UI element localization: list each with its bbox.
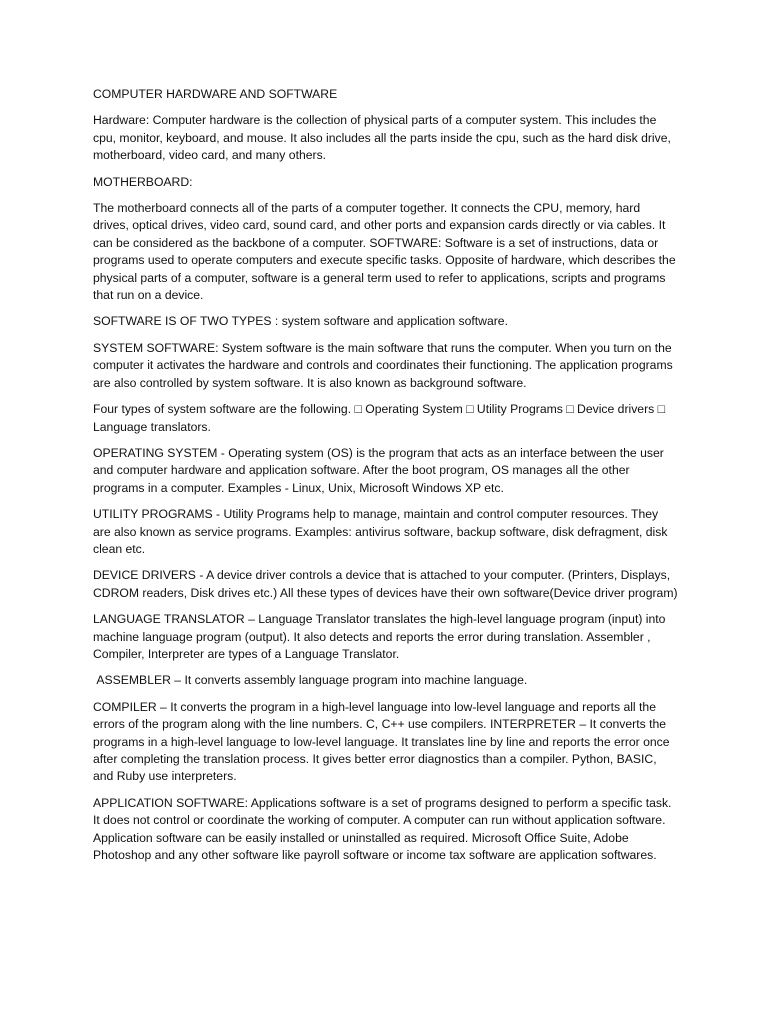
- paragraph-system-software: SYSTEM SOFTWARE: System software is the main software that runs the computer. When you turn on the computer it activates the hardware and controls and coordinates their functioning. The application programs are also controlled by system software. It is also known as background software.: [93, 340, 673, 390]
- paragraph-assembler: ASSEMBLER – It converts assembly language program into machine language.: [93, 673, 528, 688]
- paragraph-language-translator: LANGUAGE TRANSLATOR – Language Translator translates the high-level language program (input) into machine language program (output). It also detects and reports the error during translation. Assembler , Compiler, Interpreter are types of a Language Translator.: [93, 612, 666, 661]
- heading-motherboard: MOTHERBOARD:: [93, 174, 193, 189]
- paragraph-operating-system: OPERATING SYSTEM - Operating system (OS) is the program that acts as an interface between the user and computer hardware and application software. After the boot program, OS manages all the other programs in a computer. Examples - Linux, Unix, Microsoft Windows XP etc.: [93, 445, 664, 495]
- paragraph-hardware: Hardware: Computer hardware is the collection of physical parts of a computer system. This includes the cpu, monitor, keyboard, and mouse. It also includes all the parts inside the cpu, such as the hard disk drive, motherboard, video card, and many others.: [93, 113, 671, 163]
- paragraph-application-software: APPLICATION SOFTWARE: Applications software is a set of programs designed to perform a specific task. It does not control or coordinate the working of computer. A computer can run without application software. Application software can be easily installed or uninstalled as required. Microsoft Office Suite, Adobe Photoshop and any other software like payroll software or income tax software are application softwares.: [93, 795, 672, 863]
- paragraph-system-software-types: Four types of system software are the following. □ Operating System □ Utility Programs □ Device drivers □ Language translators.: [93, 402, 665, 434]
- paragraph-motherboard-software: The motherboard connects all of the parts of a computer together. It connects the CPU, memory, hard drives, optical drives, video card, sound card, and other ports and expansion cards directly or via cables. It can be considered as the backbone of a computer. SOFTWARE: Software is a set of instructions, data or programs used to operate computers and execute specific tasks. Opposite of hardware, which describes the physical parts of a computer, software is a general term used to refer to applications, scripts and programs that run on a device.: [93, 201, 676, 303]
- paragraph-device-drivers: DEVICE DRIVERS - A device driver controls a device that is attached to your computer. (Printers, Displays, CDROM readers, Disk drives etc.) All these types of devices have their own software(Device driver program): [93, 568, 678, 600]
- document-body: [93, 86, 678, 873]
- paragraph-compiler-interpreter: COMPILER – It converts the program in a high-level language into low-level language and reports all the errors of the program along with the line numbers. C, C++ use compilers. INTERPRETER – It converts the programs in a high-level language to low-level language. It translates line by line and reports the error once after completing the translation process. It gives better error diagnostics than a compiler. Python, BASIC, and Ruby use interpreters.: [93, 699, 670, 784]
- document-title: COMPUTER HARDWARE AND SOFTWARE: [93, 87, 338, 101]
- paragraph-software-types: SOFTWARE IS OF TWO TYPES : system software and application software.: [93, 314, 508, 329]
- paragraph-utility-programs: UTILITY PROGRAMS - Utility Programs help to manage, maintain and control computer resources. They are also known as service programs. Examples: antivirus software, backup software, disk defragment, disk clean etc.: [93, 507, 668, 556]
